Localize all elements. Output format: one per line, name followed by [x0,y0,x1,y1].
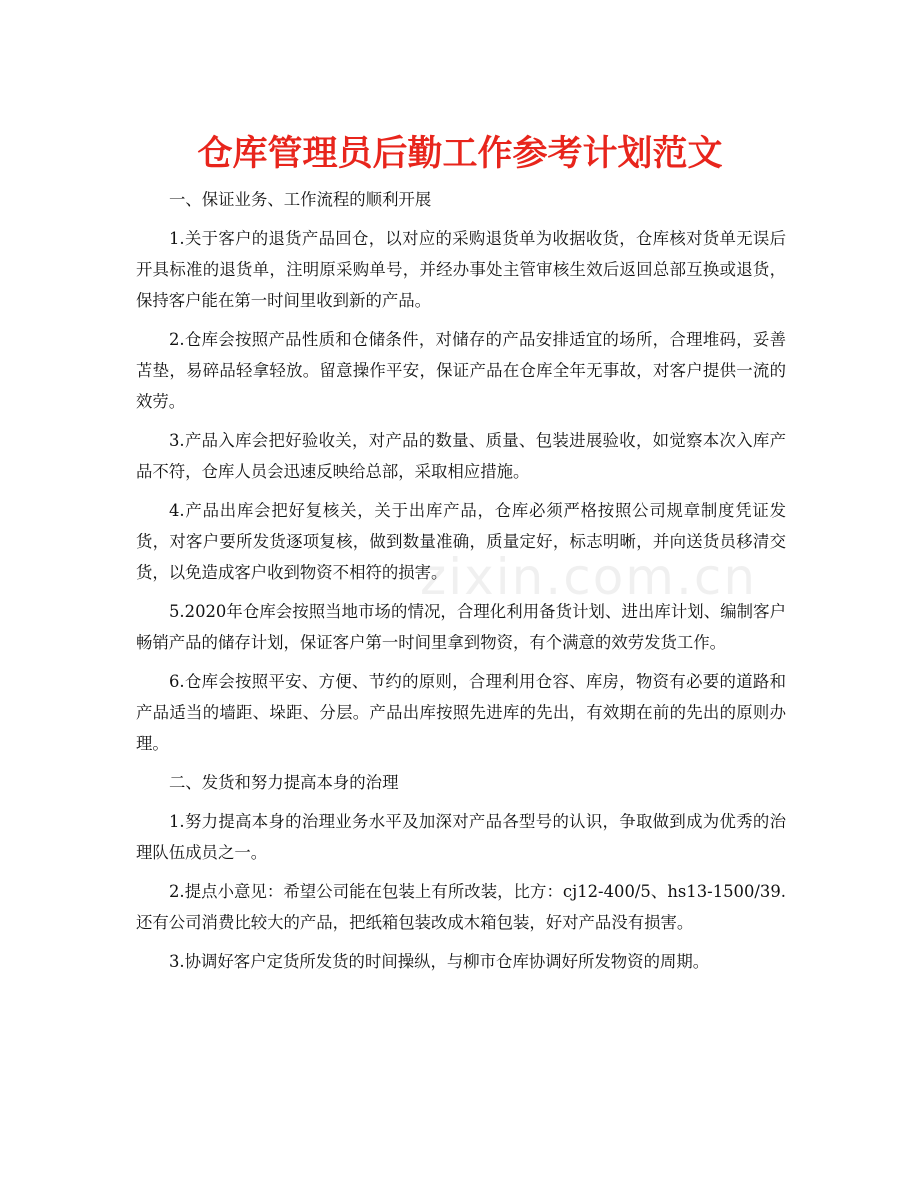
document-body [136,184,786,985]
paragraph-1-5: 5.2020年仓库会按照当地市场的情况，合理化利用备货计划、进出库计划、编制客户畅销产品的储存计划，保证客户第一时间里拿到物资，有个满意的效劳发货工作。 [136,602,786,652]
paragraph-1-2: 2.仓库会按照产品性质和仓储条件，对储存的产品安排适宜的场所，合理堆码，妥善苫垫，易碎品轻拿轻放。留意操作平安，保证产品在仓库全年无事故，对客户提供一流的效劳。 [136,330,786,411]
paragraph-2-1: 1.努力提高本身的治理业务水平及加深对产品各型号的认识，争取做到成为优秀的治理队伍成员之一。 [136,812,786,862]
paragraph-1-1: 1.关于客户的退货产品回仓，以对应的采购退货单为收据收货，仓库核对货单无误后开具标准的退货单，注明原采购单号，并经办事处主管审核生效后返回总部互换或退货，保持客户能在第一时间里收到新的产品。 [136,229,786,310]
watermark: zixin.com.cn [420,548,758,606]
paragraph-1-6: 6.仓库会按照平安、方便、节约的原则，合理利用仓容、库房，物资有必要的道路和产品适当的墙距、垛距、分层。产品出库按照先进库的先出，有效期在前的先出的原则办理。 [136,672,786,753]
paragraph-2-2: 2.提点小意见：希望公司能在包装上有所改装，比方：cj12-400/5、hs13-1500/39.还有公司消费比较大的产品，把纸箱包装改成木箱包装，好对产品没有损害。 [136,882,786,932]
section-heading-1: 一、保证业务、工作流程的顺利开展 [169,190,432,209]
paragraph-1-3: 3.产品入库会把好验收关，对产品的数量、质量、包装进展验收，如觉察本次入库产品不符，仓库人员会迅速反映给总部，采取相应措施。 [136,431,786,481]
document-title: 仓库管理员后勤工作参考计划范文 [197,134,723,174]
section-heading-2: 二、发货和努力提高本身的治理 [169,773,399,792]
paragraph-2-3: 3.协调好客户定货所发货的时间操纵，与柳市仓库协调好所发物资的周期。 [169,952,710,971]
paragraph-1-4: 4.产品出库会把好复核关，关于出库产品，仓库必须严格按照公司规章制度凭证发货，对客户要所发货逐项复核，做到数量准确，质量定好，标志明晰，并向送货员移清交货，以免造成客户收到物资不相符的损害。 [136,501,786,582]
